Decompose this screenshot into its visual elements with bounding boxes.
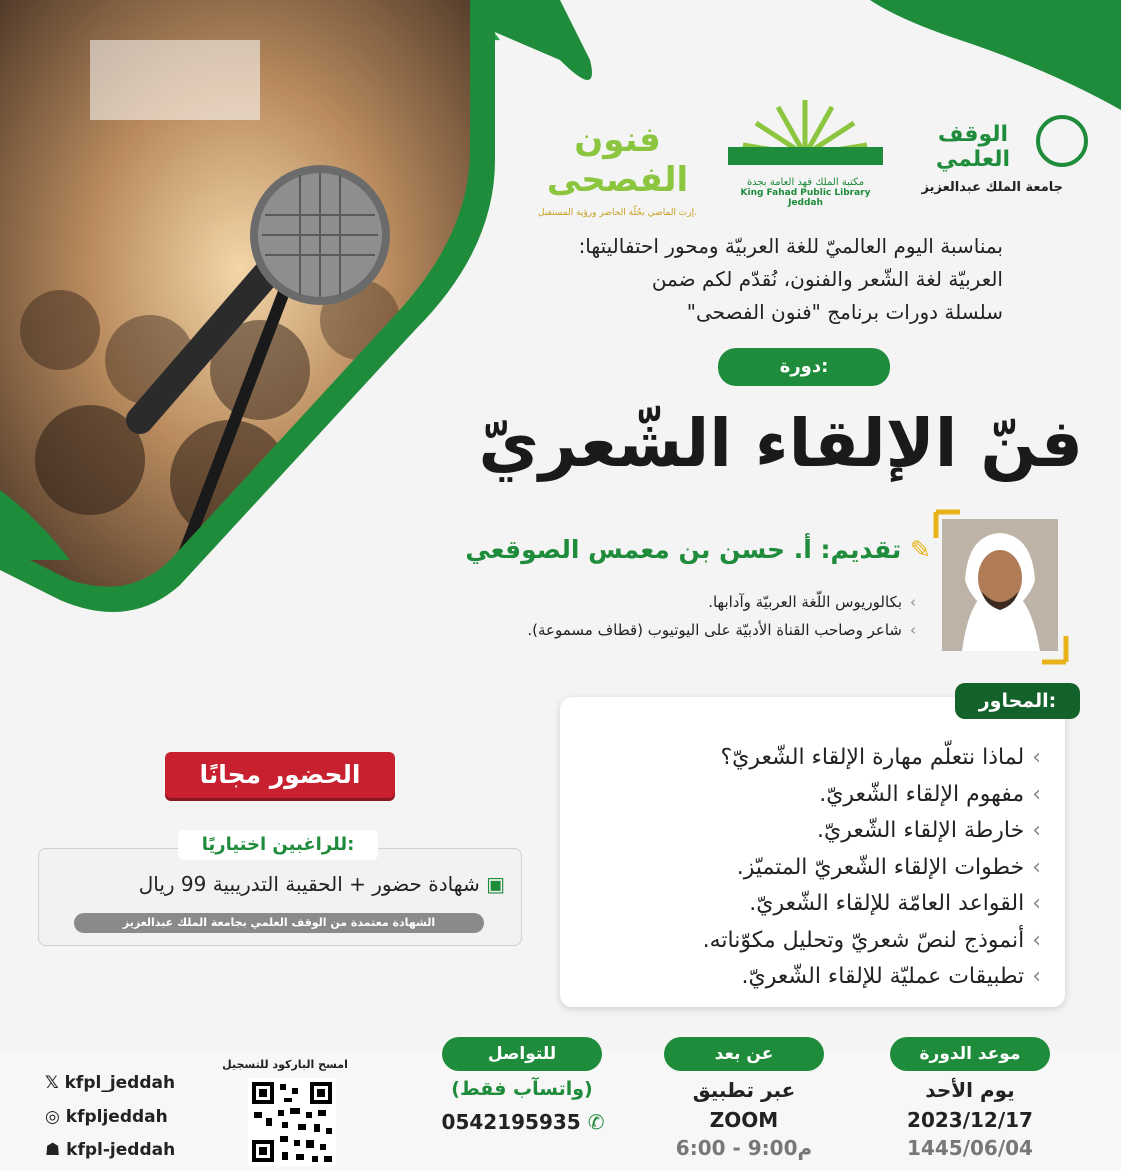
remote-line1: عبر تطبيق <box>692 1078 796 1102</box>
pen-icon: ✎ <box>910 535 931 564</box>
library-logo-en: King Fahad Public Library Jeddah <box>740 188 871 208</box>
optional-text: شهادة حضور + الحقيبة التدريبية 99 ريال <box>138 872 480 896</box>
schedule-day: يوم الأحد <box>925 1078 1015 1102</box>
social-x[interactable] <box>45 1073 175 1093</box>
library-logo-ar: مكتبة الملك فهد العامة بجدة <box>746 177 865 188</box>
program-logo <box>530 110 705 218</box>
schedule-date-h: 1445/06/04 <box>907 1136 1033 1160</box>
topic-item: › خارطة الإلقاء الشّعريّ. <box>571 813 1041 850</box>
topic-item: › أنموذج لنصّ شعريّ وتحليل مكوّناته. <box>571 923 1041 960</box>
topic-item: › القواعد العامّة للإلقاء الشّعريّ. <box>571 886 1041 923</box>
remote-line2: ZOOM <box>709 1108 779 1132</box>
optional-label: للراغبين اختياريًا: <box>178 830 378 860</box>
qr-code[interactable] <box>248 1078 336 1166</box>
topic-item: › لماذا نتعلّم مهارة الإلقاء الشّعريّ؟ <box>571 740 1041 777</box>
topic-item: › خطوات الإلقاء الشّعريّ المتميّز. <box>571 850 1041 887</box>
contact-note: (واتسآب فقط) <box>451 1078 593 1100</box>
schedule-label: موعد الدورة <box>890 1037 1050 1071</box>
free-badge: الحضور مجانًا <box>165 752 395 798</box>
snapchat-icon: ☗ <box>45 1140 61 1160</box>
optional-text-row <box>45 872 505 896</box>
optional-note: الشهادة معتمدة من الوقف العلمي بجامعة الملك عبدالعزيز <box>74 913 484 933</box>
certificate-icon: ▣ <box>486 872 505 896</box>
social-handle: kfpl_jeddah <box>64 1073 176 1093</box>
program-logo-title: فنون الفصحى <box>546 120 689 200</box>
program-logo-slogan: إرث الماضي بحُلّة الحاضر ورؤية المستقبل. <box>538 208 697 218</box>
library-sun-icon <box>728 95 883 165</box>
topics-label: المحاور: <box>955 683 1080 719</box>
university-logo-line1: الوقف العلمي <box>935 122 1011 172</box>
library-logo <box>728 95 883 210</box>
remote-label: عن بعد <box>664 1037 824 1071</box>
qr-label: امسح الباركود للتسجيل <box>222 1058 348 1071</box>
topic-item: › مفهوم الإلقاء الشّعريّ. <box>571 777 1041 814</box>
contact-phone[interactable]: 0542195935 <box>441 1110 581 1134</box>
presenter-label: تقديم: أ. حسن بن معمس الصوقعي <box>465 535 902 564</box>
whatsapp-icon: ✆ <box>587 1110 605 1134</box>
presenter-name <box>411 535 931 564</box>
bio-item: › بكالوريوس اللّغة العربيّة وآدابها. <box>436 588 916 616</box>
intro-line: بمناسبة اليوم العالميّ للغة العربيّة ومحور احتفاليتها: <box>578 234 1003 258</box>
course-title: فنّ الإلقاء الشّعريّ <box>478 405 1083 482</box>
remote-time: 6:00 - 9:00م <box>675 1136 813 1160</box>
social-snapchat[interactable] <box>45 1140 175 1160</box>
university-logo-line2: جامعة الملك عبدالعزيز <box>921 180 1063 195</box>
university-logo <box>918 110 1093 205</box>
x-icon: 𝕏 <box>45 1073 59 1093</box>
schedule-date-g: 2023/12/17 <box>907 1108 1033 1132</box>
topics-list <box>571 740 1041 996</box>
social-instagram[interactable] <box>45 1107 168 1127</box>
contact-phone-row[interactable] <box>428 1110 618 1134</box>
instagram-icon: ◎ <box>45 1107 60 1127</box>
course-label: دورة: <box>718 348 890 386</box>
social-handle: kfpl-jeddah <box>66 1140 176 1160</box>
presenter-bio <box>436 588 916 644</box>
intro-line: سلسلة دورات برنامج "فنون الفصحى" <box>686 300 1003 324</box>
intro-line: العربيّة لغة الشّعر والفنون، نُقدّم لكم ضمن <box>651 267 1003 291</box>
university-emblem <box>1036 115 1088 167</box>
social-handle: kfpljeddah <box>65 1107 168 1127</box>
intro-text <box>443 230 1003 329</box>
bio-item: › شاعر وصاحب القناة الأدبيّة على اليوتيوب (قطاف مسموعة). <box>436 616 916 644</box>
contact-label: للتواصل <box>442 1037 602 1071</box>
topic-item: › تطبيقات عمليّة للإلقاء الشّعريّ. <box>571 959 1041 996</box>
